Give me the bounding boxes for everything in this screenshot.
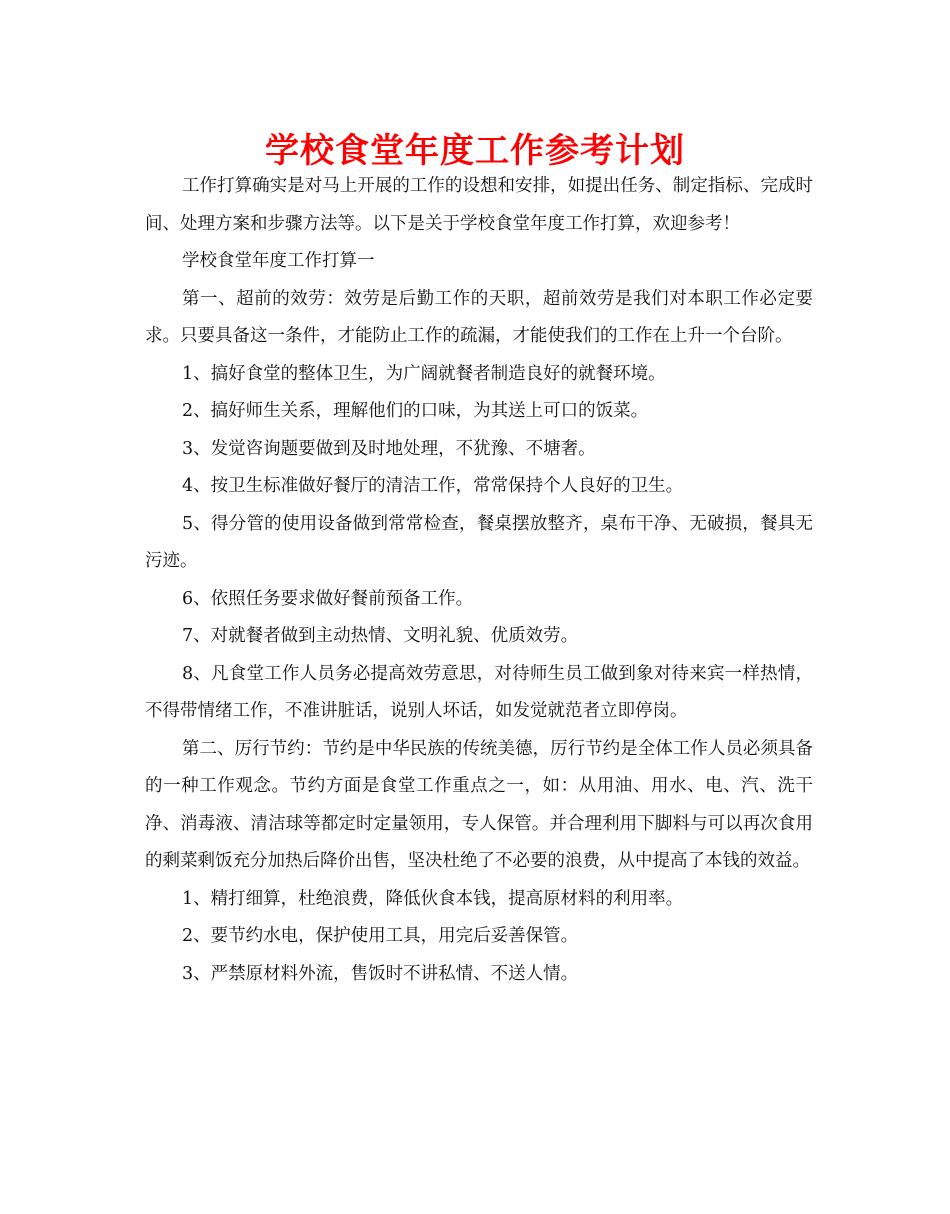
list-item: 6、依照任务要求做好餐前预备工作。 <box>182 588 474 609</box>
document-body <box>145 168 813 993</box>
list-item: 4、按卫生标准做好餐厅的清洁工作，常常保持个人良好的卫生。 <box>182 476 684 496</box>
paragraph-section-heading: 学校食堂年度工作打算一 <box>182 251 375 271</box>
paragraph-part-two: 第二、厉行节约：节约是中华民族的传统美德，厉行节约是全体工作人员必须具备的一种工作观念。节约方面是食堂工作重点之一，如：从用油、用水、电、汽、洗干净、消毒液、清洁球等都定时定量领用，专人保管。并合理利用下脚料与可以再次食用的剩菜剩饭充分加热后降价出售，坚决杜绝了不必要的浪费，从中提高了本钱的效益。 <box>145 738 813 871</box>
list-item: 2、搞好师生关系，理解他们的口味，为其送上可口的饭菜。 <box>182 401 649 421</box>
document-title: 学校食堂年度工作参考计划 <box>265 131 685 171</box>
paragraph-part-one: 第一、超前的效劳：效劳是后勤工作的天职，超前效劳是我们对本职工作必定要求。只要具备这一条件，才能防止工作的疏漏，才能使我们的工作在上升一个台阶。 <box>145 288 813 346</box>
list-item: 2、要节约水电，保护使用工具，用完后妥善保管。 <box>182 926 579 946</box>
list-item: 5、得分管的使用设备做到常常检查，餐桌摆放整齐，桌布干净、无破损，餐具无污迹。 <box>145 513 813 571</box>
list-item: 3、严禁原材料外流，售饭时不讲私情、不送人情。 <box>182 963 579 984</box>
list-item: 7、对就餐者做到主动热情、文明礼貌、优质效劳。 <box>182 626 579 646</box>
paragraph-intro: 工作打算确实是对马上开展的工作的设想和安排，如提出任务、制定指标、完成时间、处理方案和步骤方法等。以下是关于学校食堂年度工作打算，欢迎参考！ <box>145 176 813 234</box>
list-item: 1、精打细算，杜绝浪费，降低伙食本钱，提高原材料的利用率。 <box>182 888 684 909</box>
list-item: 3、发觉咨询题要做到及时地处理，不犹豫、不塘奢。 <box>182 438 596 459</box>
list-item: 1、搞好食堂的整体卫生，为广阔就餐者制造良好的就餐环境。 <box>182 363 666 384</box>
list-item: 8、凡食堂工作人员务必提高效劳意思，对待师生员工做到象对待来宾一样热情，不得带情绪工作，不准讲脏话，说别人坏话，如发觉就范者立即停岗。 <box>145 663 813 721</box>
